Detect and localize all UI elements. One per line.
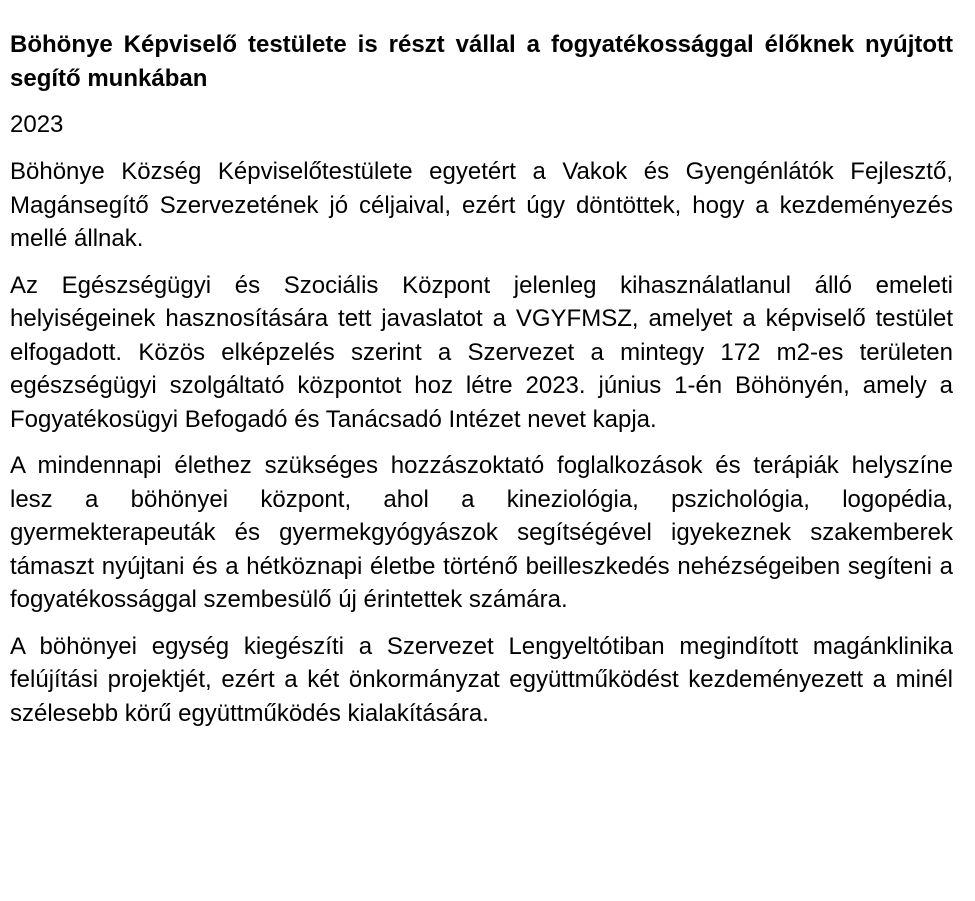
paragraph-therapies: A mindennapi élethez szükséges hozzászoktató foglalkozások és terápiák helyszíne lesz a böhönyei központ, ahol a kineziológia, pszichológia, logopédia, gyermekterapeuták és gyermekgyógyászok segítségével igyekeznek szakemberek támaszt nyújtani és a hétköznapi életbe történő beilleszkedés nehézségeiben segíteni a fogyatékossággal szembesülő új érintettek számára. [10,452,953,613]
document-body [10,28,953,743]
article-year: 2023 [10,111,64,138]
paragraph-center-proposal: Az Egészségügyi és Szociális Központ jelenleg kihasználatlanul álló emeleti helyiségeinek hasznosítására tett javaslatot a VGYFMSZ, amelyet a képviselő testület elfogadott. Közös elképzelés szerint a Szervezet a mintegy 172 m2-es területen egészségügyi szolgáltató központot hoz létre 2023. június 1-én Böhönyén, amely a Fogyatékosügyi Befogadó és Tanácsadó Intézet nevet kapja. [10,271,953,433]
paragraph-intro: Böhönye Község Képviselőtestülete egyetért a Vakok és Gyengénlátók Fejlesztő, Magánsegítő Szervezetének jó céljaival, ezért úgy döntöttek, hogy a kezdeményezés mellé állnak. [10,158,953,252]
paragraph-cooperation: A böhönyei egység kiegészíti a Szervezet Lengyeltótiban megindított magánklinika felújítási projektjét, ezért a két önkormányzat együttműködést kezdeményezett a minél szélesebb körű együttműködés kialakítására. [10,632,953,727]
article-title: Böhönye Képviselő testülete is részt vállal a fogyatékossággal élőknek nyújtott segítő munkában [10,31,953,92]
